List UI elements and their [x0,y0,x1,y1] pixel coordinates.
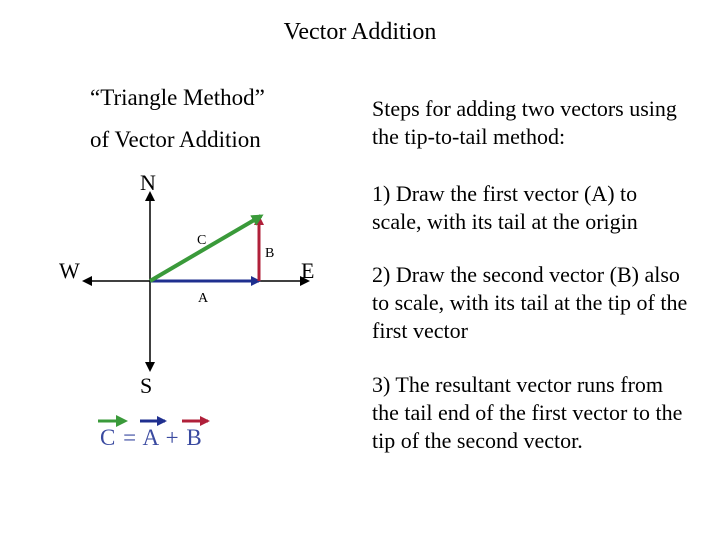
vector-c-label: C [197,233,207,248]
step-2: 2) Draw the second vector (B) also to scale, with its tail at the tip of the first vector [372,262,688,343]
slide-title: Vector Addition [283,19,437,45]
north-label: N [140,170,156,195]
vector-c [150,216,261,281]
west-label: W [59,258,80,283]
subtitle-line-1: “Triangle Method” [90,85,265,110]
south-label: S [140,373,153,398]
step-1: 1) Draw the first vector (A) to scale, with its tail at the origin [372,181,638,234]
equation: C = A + B [100,425,203,450]
subtitle-line-2: of Vector Addition [90,127,261,152]
east-label: E [301,258,315,283]
steps-intro: Steps for adding two vectors using the tip-to-tail method: [372,96,677,149]
vector-a-label: A [198,291,209,306]
vector-b-label: B [265,246,275,261]
step-3: 3) The resultant vector runs from the tail end of the first vector to the tip of the second vector. [372,372,683,453]
